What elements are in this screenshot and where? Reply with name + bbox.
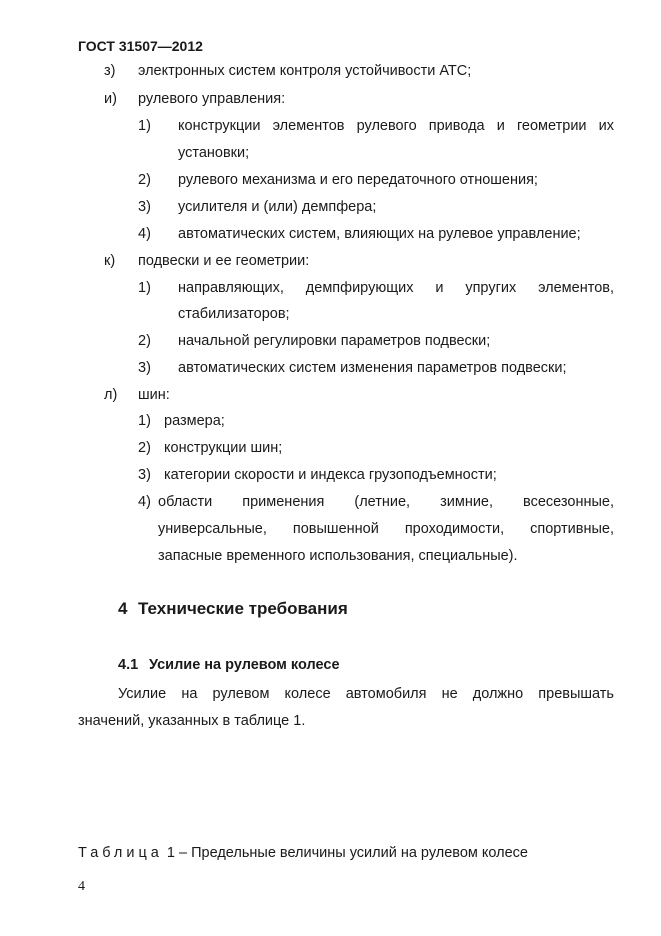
sublist-item-continuation: установки;	[178, 145, 250, 161]
sublist-marker: 1)	[138, 280, 151, 296]
sublist-marker: 4)	[138, 226, 151, 242]
sublist-item-continuation: универсальные, повышенной проходимости, спортивные,	[158, 521, 614, 537]
paragraph-line: Усилие на рулевом колесе автомобиля не должно превышать	[118, 686, 614, 702]
list-item-z: электронных систем контроля устойчивости АТС;	[138, 63, 472, 79]
sublist-item: конструкции шин;	[164, 440, 283, 456]
table-caption	[78, 845, 528, 861]
sublist-marker: 3)	[138, 467, 151, 483]
page-number: 4	[78, 879, 85, 894]
paragraph-line: значений, указанных в таблице 1.	[78, 713, 306, 729]
list-marker-z: з)	[104, 63, 116, 79]
sublist-marker: 3)	[138, 199, 151, 215]
sublist-item: усилителя и (или) демпфера;	[178, 199, 377, 215]
list-item-i: рулевого управления:	[138, 91, 286, 107]
subsection-number: 4.1	[118, 657, 139, 673]
table-caption-number: 1	[166, 845, 175, 861]
sublist-item: рулевого механизма и его передаточного отношения;	[178, 172, 538, 188]
table-caption-word: Таблица	[78, 845, 163, 861]
table-caption-text: – Предельные величины усилий на рулевом колесе	[179, 845, 528, 861]
list-item-l: шин:	[138, 387, 170, 403]
sublist-item-continuation: стабилизаторов;	[178, 306, 290, 322]
sublist-item: автоматических систем, влияющих на рулевое управление;	[178, 226, 581, 242]
list-item-k: подвески и ее геометрии:	[138, 253, 310, 269]
sublist-marker: 2)	[138, 172, 151, 188]
sublist-item: автоматических систем изменения параметров подвески;	[178, 360, 567, 376]
sublist-item: направляющих, демпфирующих и упругих элементов,	[178, 280, 614, 296]
sublist-marker: 3)	[138, 360, 151, 376]
sublist-item: начальной регулировки параметров подвески;	[178, 333, 491, 349]
section-number: 4	[118, 599, 128, 618]
sublist-marker: 2)	[138, 333, 151, 349]
sublist-marker: 2)	[138, 440, 151, 456]
sublist-marker: 1)	[138, 118, 151, 134]
list-marker-i: и)	[104, 91, 117, 107]
sublist-marker: 1)	[138, 413, 151, 429]
sublist-marker: 4)	[138, 494, 151, 510]
sublist-item: размера;	[164, 413, 225, 429]
document-header: ГОСТ 31507—2012	[78, 38, 203, 54]
section-title: Технические требования	[138, 599, 348, 618]
sublist-item: конструкции элементов рулевого привода и геометрии их	[178, 118, 614, 134]
sublist-item-continuation: запасные временного использования, специальные).	[158, 548, 518, 564]
subsection-title: Усилие на рулевом колесе	[149, 657, 340, 673]
list-marker-k: к)	[104, 253, 116, 269]
sublist-item: области применения (летние, зимние, всесезонные,	[158, 494, 614, 510]
list-marker-l: л)	[104, 387, 118, 403]
sublist-item: категории скорости и индекса грузоподъемности;	[164, 467, 497, 483]
